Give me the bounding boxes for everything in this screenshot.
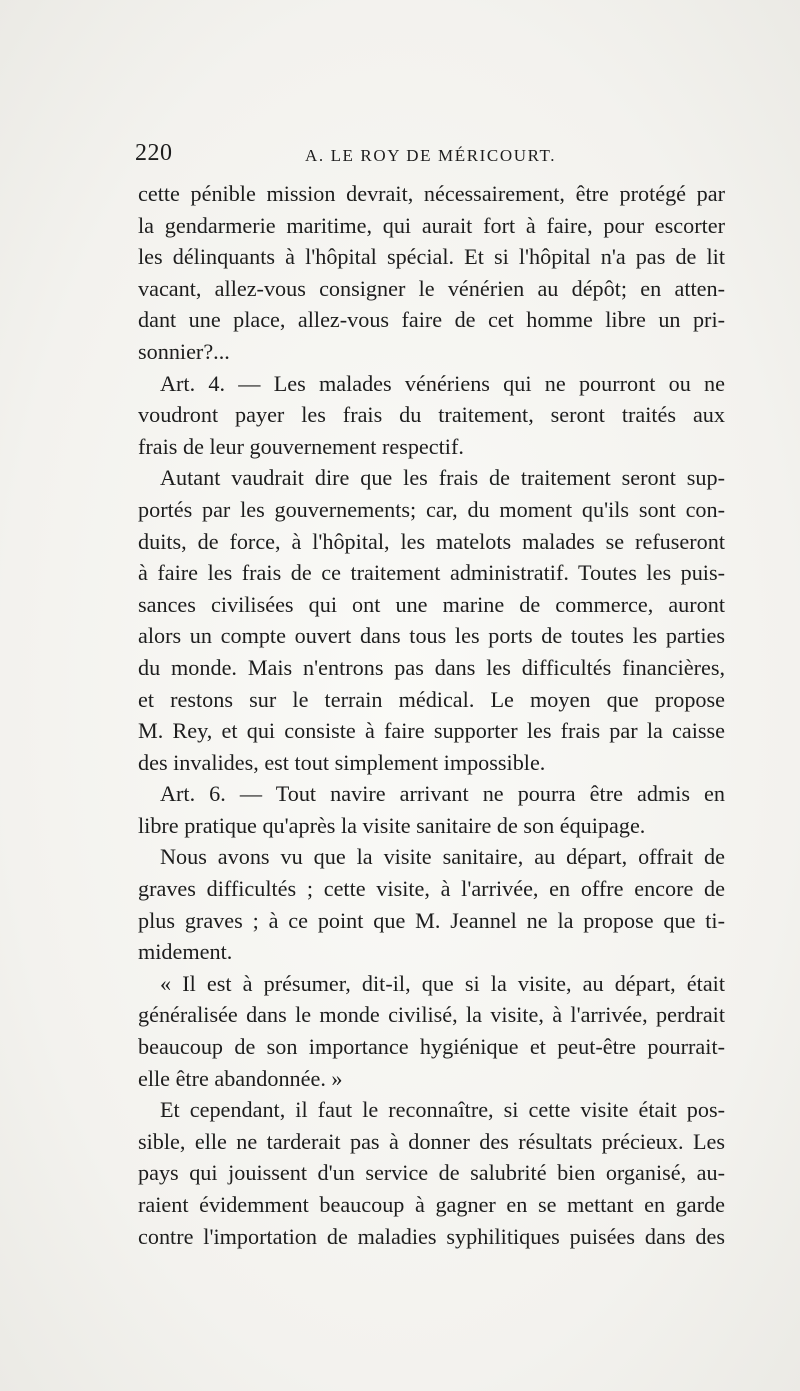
page-number: 220 [135, 140, 173, 166]
text-line: Et cependant, il faut le reconnaître, si cette visite était pos- [160, 1097, 725, 1123]
text-line: la gendarmerie maritime, qui aurait fort à faire, pour escorter [138, 212, 725, 238]
text-line: sances civilisées qui ont une marine de commerce, auront [138, 591, 725, 617]
text-line: graves difficultés ; cette visite, à l'arrivée, en offre encore de [138, 876, 725, 902]
text-line: Art. 6. — Tout navire arrivant ne pourra être admis en [160, 781, 725, 807]
text-line: alors un compte ouvert dans tous les ports de toutes les parties [138, 623, 725, 649]
text-line: voudront payer les frais du traitement, seront traités aux [138, 402, 725, 428]
text-line: « Il est à présumer, dit-il, que si la visite, au départ, était [160, 970, 725, 996]
text-line: frais de leur gouvernement respectif. [138, 433, 464, 459]
text-line: sible, elle ne tarderait pas à donner des résultats précieux. Les [138, 1128, 725, 1154]
text-line: Nous avons vu que la visite sanitaire, au départ, offrait de [160, 844, 725, 870]
text-line: sonnier?... [138, 338, 230, 364]
text-line: à faire les frais de ce traitement administratif. Toutes les puis- [138, 560, 725, 586]
text-line: généralisée dans le monde civilisé, la visite, à l'arrivée, perdrait [138, 1002, 725, 1028]
text-line: du monde. Mais n'entrons pas dans les difficultés financières, [138, 654, 725, 680]
body-text [138, 178, 725, 1252]
text-line: portés par les gouvernements; car, du moment qu'ils sont con- [138, 496, 725, 522]
text-line: dant une place, allez-vous faire de cet homme libre un pri- [138, 307, 725, 333]
text-line: Art. 4. — Les malades vénériens qui ne pourront ou ne [160, 370, 725, 396]
text-line: vacant, allez-vous consigner le vénérien au dépôt; en atten- [138, 275, 725, 301]
text-line: Autant vaudrait dire que les frais de traitement seront sup- [160, 465, 725, 491]
text-line: et restons sur le terrain médical. Le moyen que propose [138, 686, 725, 712]
text-line: pays qui jouissent d'un service de salubrité bien organisé, au- [138, 1160, 725, 1186]
text-line: duits, de force, à l'hôpital, les matelots malades se refuseront [138, 528, 725, 554]
text-line: libre pratique qu'après la visite sanitaire de son équipage. [138, 812, 646, 838]
text-line: cette pénible mission devrait, nécessairement, être protégé par [138, 181, 725, 206]
text-line: M. Rey, et qui consiste à faire supporter les frais par la caisse [138, 718, 725, 744]
text-line: contre l'importation de maladies syphilitiques puisées dans des [138, 1223, 725, 1249]
text-line: les délinquants à l'hôpital spécial. Et si l'hôpital n'a pas de lit [138, 244, 725, 270]
text-line: des invalides, est tout simplement impossible. [138, 749, 546, 775]
text-line: plus graves ; à ce point que M. Jeannel ne la propose que ti- [138, 907, 725, 933]
page-header [135, 140, 725, 176]
running-head: A. LE ROY DE MÉRICOURT. [305, 146, 557, 165]
text-line: midement. [138, 939, 233, 965]
text-line: beaucoup de son importance hygiénique et peut-être pourrait- [138, 1034, 725, 1060]
text-line: elle être abandonnée. » [138, 1065, 343, 1091]
text-line: raient évidemment beaucoup à gagner en se mettant en garde [138, 1192, 725, 1217]
